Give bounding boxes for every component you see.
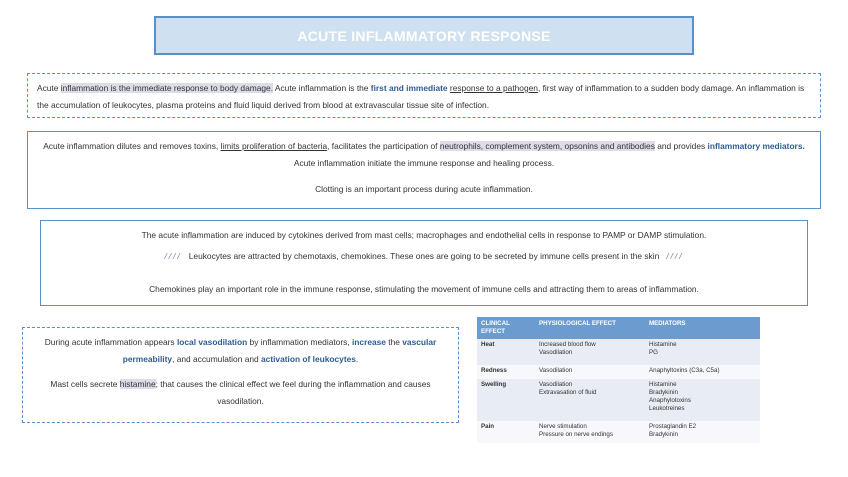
highlight-neutrophils: neutrophils, complement system, opsonins and antibodies <box>439 141 655 151</box>
text-span: Acute inflammation dilutes and removes toxins, <box>43 141 221 151</box>
physio-line: Vasodilation <box>539 367 573 374</box>
highlight-immediate-response: inflammation is the immediate response to body damage. <box>60 83 274 93</box>
highlight-histamine: histamine <box>119 379 156 389</box>
leukocytes-line <box>50 248 798 265</box>
text-span: , facilitates the participation of <box>327 141 440 151</box>
text-span: , first way of inflammation to a sudden body damage. An inflammation is the accumulation of leukocytes, plasma proteins and fluid liquid derived from blood at extravascular tissue site of infection. <box>37 83 805 110</box>
physio-cell <box>535 339 645 365</box>
mediator-line: Anaphyltoxins (C3a, C5a) <box>649 367 720 374</box>
physio-line: Vasodilation <box>539 349 573 356</box>
physio-line: Extravasation of fluid <box>539 389 597 396</box>
vasodilation-text <box>33 334 448 368</box>
text-span: by inflammation mediators, <box>247 337 352 347</box>
mediator-line: Prostaglandin E2 <box>649 423 697 430</box>
text-span: , and accumulation and <box>172 354 261 364</box>
text-span: and provides <box>654 141 708 151</box>
table-row <box>477 421 760 443</box>
emphasis-inflammatory-mediators: inflammatory mediators. <box>707 141 805 151</box>
physio-cell <box>535 379 645 421</box>
cytokines-text: The acute inflammation are induced by cytokines derived from mast cells; macrophages and endothelial cells in response to PAMP or DAMP stimulation. <box>141 230 707 240</box>
physio-line: Pressure on nerve endings <box>539 431 613 438</box>
mediator-line: PG <box>649 349 658 356</box>
header-clinical-effect: CLINICAL EFFECT <box>477 317 535 339</box>
mediators-cell <box>645 365 760 379</box>
clinical-cell: Heat <box>477 339 535 365</box>
text-span: Acute inflammation initiate the immune response and healing process. <box>293 158 555 168</box>
histamine-text <box>33 376 448 410</box>
mediator-line: Anaphylotoxins <box>649 397 691 404</box>
clotting-text: Clotting is an important process during acute inflammation. <box>315 184 533 194</box>
clinical-cell: Pain <box>477 421 535 443</box>
physio-cell <box>535 421 645 443</box>
emphasis-vascular-permeability: vascular permeability <box>122 337 437 364</box>
clinical-effects-table <box>477 317 760 443</box>
mediator-line: Bradykinin <box>649 389 678 396</box>
header-mediators: MEDIATORS <box>645 317 760 339</box>
mediators-cell <box>645 421 760 443</box>
leukocytes-text: Leukocytes are attracted by chemotaxis, chemokines. These ones are going to be secreted by immune cells present in the skin <box>188 251 660 261</box>
physio-line: Vasodilation <box>539 381 573 388</box>
physio-line: Increased blood flow <box>539 341 596 348</box>
physio-line: Nerve stimulation <box>539 423 587 430</box>
slash-mark-left: //// <box>164 251 182 261</box>
emphasis-first-immediate: first and immediate <box>370 83 448 93</box>
table-row <box>477 365 760 379</box>
definition-text <box>37 80 811 114</box>
mediator-line: Leukotreines <box>649 405 685 412</box>
definition-box <box>27 73 821 118</box>
physio-cell <box>535 365 645 379</box>
header-physiological-effect: PHYSIOLOGICAL EFFECT <box>535 317 645 339</box>
underline-limits-bacteria: limits proliferation of bacteria <box>220 141 328 151</box>
chemokines-text: Chemokines play an important role in the immune response, stimulating the movement of immune cells and attracting them to areas of inflammation. <box>149 284 699 294</box>
text-span: . <box>355 354 359 364</box>
cytokines-box <box>40 220 808 306</box>
mediators-cell <box>645 379 760 421</box>
mediator-line: Bradykinin <box>649 431 678 438</box>
underline-response-pathogen: response to a pathogen <box>449 83 538 93</box>
mediator-line: Histamine <box>649 381 677 388</box>
emphasis-activation-leukocytes: activation of leukocytes <box>261 354 356 364</box>
slash-mark-right: //// <box>666 251 684 261</box>
text-span: Acute inflammation is the <box>273 83 371 93</box>
functions-box <box>27 131 821 209</box>
text-span: Mast cells secrete <box>50 379 120 389</box>
emphasis-local-vasodilation: local vasodilation <box>176 337 248 347</box>
mediator-line: Histamine <box>649 341 677 348</box>
clinical-cell: Redness <box>477 365 535 379</box>
page-title: ACUTE INFLAMMATORY RESPONSE <box>297 27 551 44</box>
text-span: the <box>385 337 403 347</box>
table-row <box>477 339 760 365</box>
table-header-row <box>477 317 760 339</box>
clinical-cell: Swelling <box>477 379 535 421</box>
title-banner <box>154 16 694 55</box>
text-span: During acute inflammation appears <box>44 337 177 347</box>
mediators-cell <box>645 339 760 365</box>
emphasis-increase: increase <box>351 337 386 347</box>
functions-text <box>37 138 811 172</box>
text-span: ; that causes the clinical effect we feel during the inflammation and causes vasodilation. <box>155 379 431 406</box>
table-row <box>477 379 760 421</box>
vasodilation-box <box>22 327 459 423</box>
text-span: Acute <box>37 83 61 93</box>
